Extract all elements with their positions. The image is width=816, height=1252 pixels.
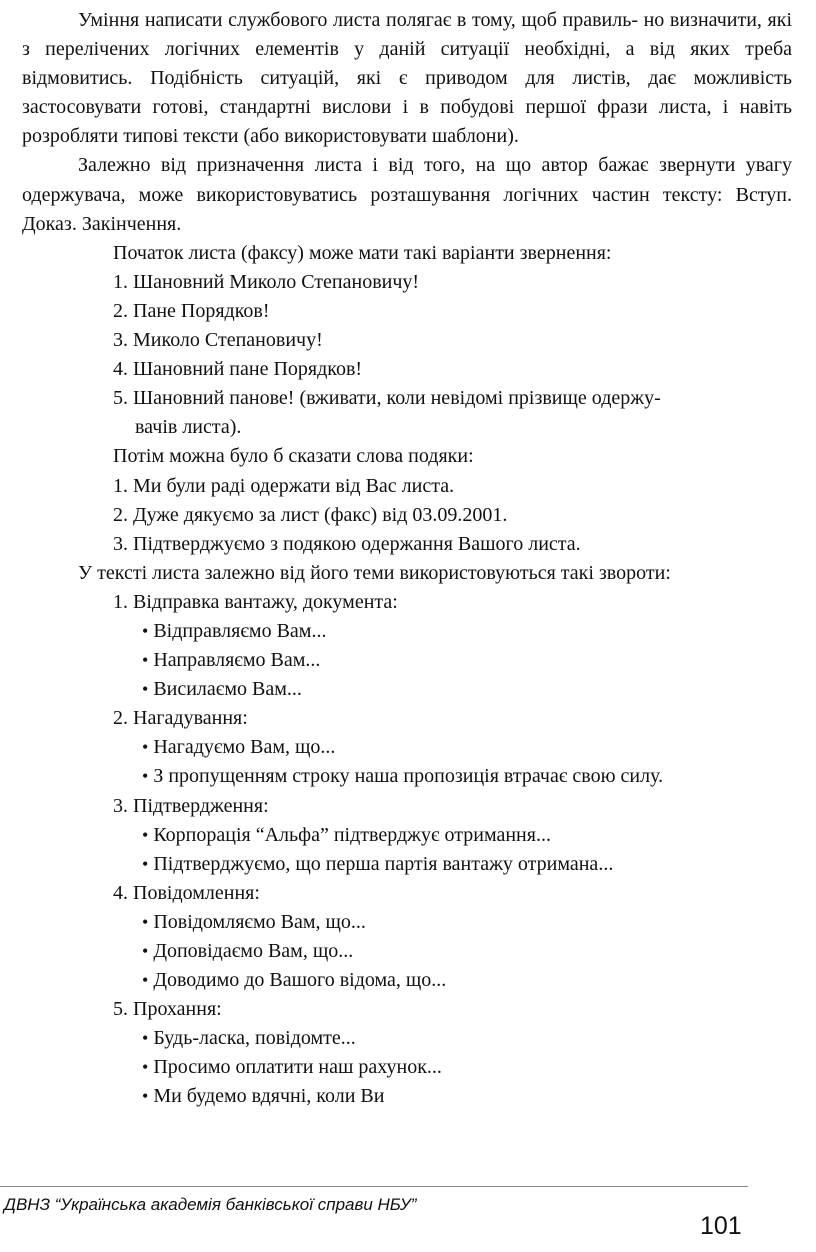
group-bullet-item: • Просимо оплатити наш рахунок...: [22, 1053, 792, 1082]
greeting-item-line: 5. Шановний панове! (вживати, коли невідомі прізвище одержу-: [113, 387, 661, 410]
greeting-intro: Початок листа (факсу) може мати такі варіанти звернення:: [113, 241, 612, 264]
group-title: 4. Повідомлення:: [113, 881, 260, 904]
page-number: 101: [700, 1212, 742, 1240]
paragraph-1: Уміння написати службового листа полягає в тому, щоб правиль- но визначити, які з перелічених логічних елементів у даній ситуації необхідні, а від яких треба відмовитись. Подібність ситуацій, які є приводом для листів, дає можливість застосовувати готові, стандартні вислови і в побудові першої фрази листа, і навіть розробляти типові тексти (або використовувати шаблони).: [22, 9, 792, 148]
group-title: 2. Нагадування:: [113, 707, 248, 730]
group-bullet-item: • Нагадуємо Вам, що...: [22, 733, 792, 762]
footer-divider: [0, 1186, 748, 1187]
group-bullet-item: • З пропущенням строку наша пропозиція втрачає свою силу.: [22, 762, 792, 791]
footer-institution: ДВНЗ “Українська академія банківської справи НБУ”: [4, 1195, 417, 1214]
greeting-item-line: вачів листа).: [135, 416, 242, 439]
thanks-item: 3. Підтверджуємо з подякою одержання Вашого листа.: [113, 532, 581, 555]
group-bullet-item: • Ми будемо вдячні, коли Ви: [22, 1082, 792, 1111]
thanks-item: 1. Ми були раді одержати від Вас листа.: [113, 474, 455, 497]
group-bullet-item: • Відправляємо Вам...: [22, 617, 792, 646]
group-title: 1. Відправка вантажу, документа:: [113, 590, 398, 613]
group-title: 5. Прохання:: [113, 998, 222, 1021]
group-bullet-item: • Будь-ласка, повідомте...: [22, 1024, 792, 1053]
group-bullet-item: • Висилаємо Вам...: [22, 675, 792, 704]
paragraph-2: Залежно від призначення листа і від того, на що автор бажає звернути увагу одержувача, може використовуватись розташування логічних частин тексту: Вступ. Доказ. Закінчення.: [22, 154, 792, 235]
greeting-item: 4. Шановний пане Порядков!: [113, 358, 363, 381]
greeting-item: 2. Пане Порядков!: [113, 299, 270, 322]
phrases-intro: У тексті листа залежно від його теми використовуються такі звороти:: [78, 561, 671, 584]
group-bullet-item: • Направляємо Вам...: [22, 646, 792, 675]
group-bullet-item: • Доповідаємо Вам, що...: [22, 937, 792, 966]
greeting-item: [22, 384, 792, 442]
greeting-item: 3. Миколо Степановичу!: [113, 329, 323, 352]
group-bullet-item: • Повідомляємо Вам, що...: [22, 908, 792, 937]
group-title: 3. Підтвердження:: [113, 794, 269, 817]
thanks-item: 2. Дуже дякуємо за лист (факс) від 03.09.2001.: [113, 503, 508, 526]
thanks-intro: Потім можна було б сказати слова подяки:: [113, 445, 474, 468]
page-body: [22, 6, 792, 1112]
group-bullet-item: • Корпорація “Альфа” підтверджує отримання...: [22, 821, 792, 850]
greeting-item: 1. Шановний Миколо Степановичу!: [113, 270, 420, 293]
group-bullet-item: • Підтверджуємо, що перша партія вантажу отримана...: [22, 850, 792, 879]
group-bullet-item: • Доводимо до Вашого відома, що...: [22, 966, 792, 995]
